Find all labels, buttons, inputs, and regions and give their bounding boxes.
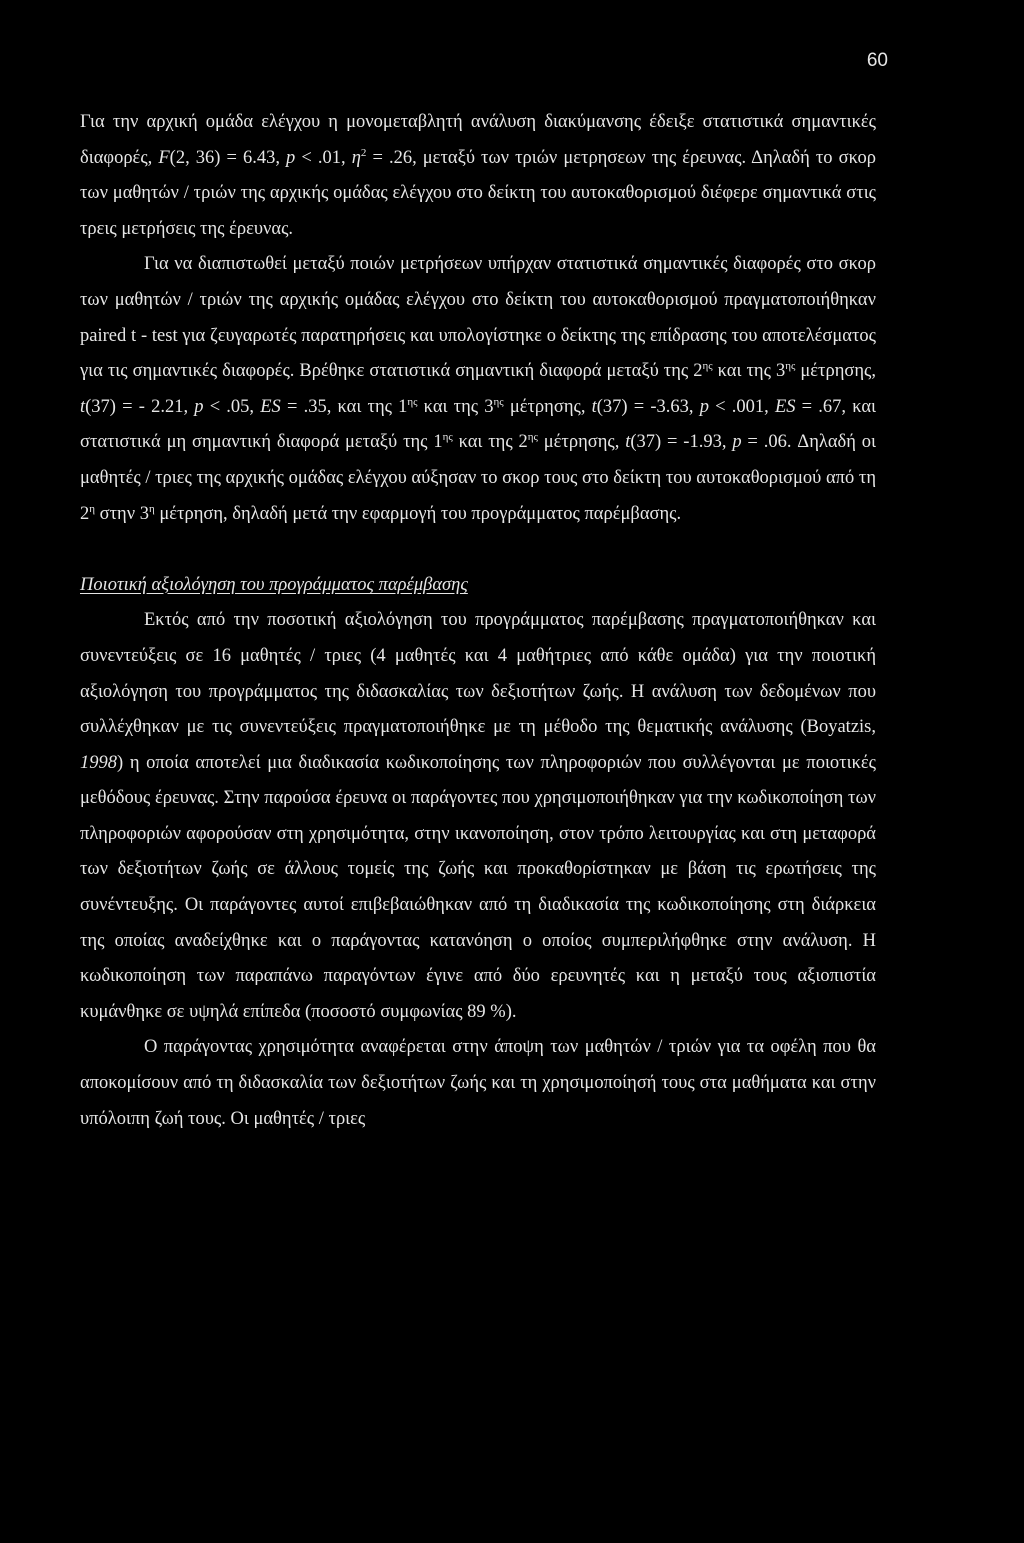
page-number: 60 bbox=[866, 50, 888, 71]
paragraph-qualitative-evaluation: Εκτός από την ποσοτική αξιολόγηση του προγράμματος παρέμβασης πραγματοποιήθηκαν και συνεντεύξεις σε 16 μαθητές / τριες (4 μαθητές και 4 μαθήτριες από κάθε ομάδα) για την ποιοτική αξιολόγηση του προγράμματος της διδασκαλίας των δεξιοτήτων ζωής. Η ανάλυση των δεδομένων που συλλέχθηκαν με τις συνεντεύξεις πραγματοποιήθηκε με τη μέθοδο της θεματικής ανάλυσης (Boyatzis, 1998) η οποία αποτελεί μια διαδικασία κωδικοποίησης των πληροφοριών που συλλέγονται με ποιοτικές μεθόδους έρευνας. Στην παρούσα έρευνα οι παράγοντες που χρησιμοποιήθηκαν για την κωδικοποίηση των πληροφοριών αφορούσαν στη χρησιμότητα, στην ικανοποίηση, στον τρόπο λειτουργίας και στη μεταφορά των δεξιοτήτων ζωής σε άλλους τομείς της ζωής και προκαθορίστηκαν με βάση τις ερωτήσεις της συνέντευξης. Οι παράγοντες αυτοί επιβεβαιώθηκαν από τη διαδικασία της κωδικοποίησης στη διάρκεια της οποίας αναδείχθηκε και ο παράγοντας κατανόηση ο οποίος συμπεριλήφθηκε στην ανάλυση. Η κωδικοποίηση των παραπάνω παραγόντων έγινε από δύο ερευνητές και η μεταξύ τους αξιοπιστία κυμάνθηκε σε υψηλά επίπεδα (ποσοστό συμφωνίας 89 %). bbox=[80, 610, 876, 1022]
paragraph-anova-control-group: Για την αρχική ομάδα ελέγχου η μονομεταβλητή ανάλυση διακύμανσης έδειξε στατιστικά σημαντικές διαφορές, F(2, 36) = 6.43, p < .01, $\eta^2 = .26$, μεταξύ των τριών μετρησεων της έρευνας. Δηλαδή το σκορ των μαθητών / τριών της αρχικής ομάδας ελέγχου στο δείκτη του αυτοκαθορισμού διέφερε σημαντικά στις τρεις μετρήσεις της έρευνας. bbox=[80, 112, 876, 239]
document-body bbox=[80, 105, 876, 1137]
section-heading: Ποιοτική αξιολόγηση του προγράμματος παρέμβασης bbox=[80, 574, 468, 595]
paragraph-paired-t-test: Για να διαπιστωθεί μεταξύ ποιών μετρήσεων υπήρχαν στατιστικά σημαντικές διαφορές στο σκορ των μαθητών / τριών της αρχικής ομάδας ελέγχου στο δείκτη του αυτοκαθορισμού πραγματοποιήθηκαν paired t - test για ζευγαρωτές παρατηρήσεις και υπολογίστηκε ο δείκτης της επίδρασης του αποτελέσματος για τις σημαντικές διαφορές. Βρέθηκε στατιστικά σημαντική διαφορά μεταξύ της $2^{\eta\varsigma}$ και της $3^{\eta\varsigma}$ μέτρησης, t(37) = - 2.21, p < .05, ES = .35, και της $1^{\eta\varsigma}$ και της $3^{\eta\varsigma}$ μέτρησης, t(37) = -3.63, p < .001, ES = .67, και στατιστικά μη σημαντική διαφορά μεταξύ της $1^{\eta\varsigma}$ και της $2^{\eta\varsigma}$ μέτρησης, t(37) = -1.93, p = .06. Δηλαδή οι μαθητές / τριες της αρχικής ομάδας ελέγχου αύξησαν το σκορ τους στο δείκτη του αυτοκαθορισμού από τη $2^\eta$ στην $3^\eta$ μέτρηση, δηλαδή μετά την εφαρμογή του προγράμματος παρέμβασης. bbox=[80, 254, 877, 524]
paragraph-usefulness-factor: Ο παράγοντας χρησιμότητα αναφέρεται στην άποψη των μαθητών / τριών για τα οφέλη που θα αποκομίσουν από τη διδασκαλία των δεξιοτήτων ζωής και τη χρησιμοποίησή τους στα μαθήματα και στην υπόλοιπη ζωή τους. Οι μαθητές / τριες bbox=[80, 1037, 876, 1129]
